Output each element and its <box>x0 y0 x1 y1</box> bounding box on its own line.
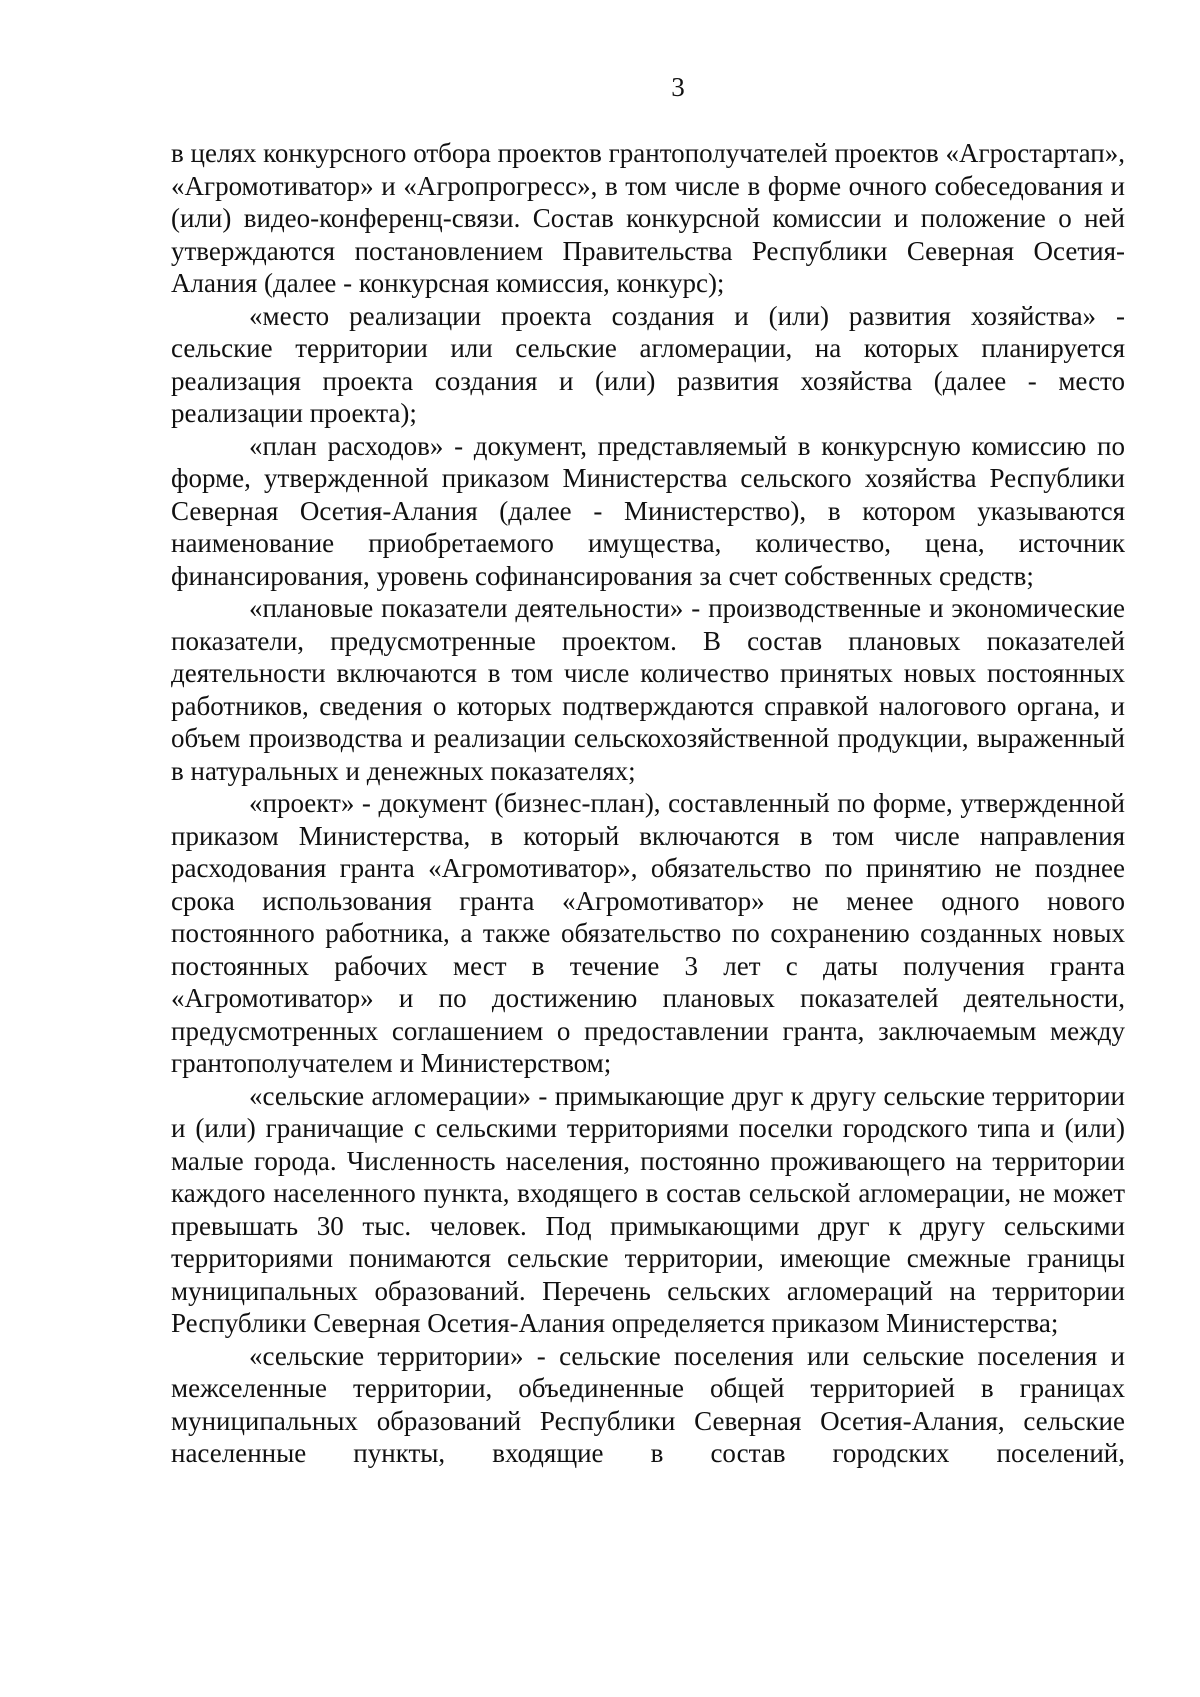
paragraph-planned-indicators: «плановые показатели деятельности» - производственные и экономические показатели, предусмотренные проектом. В состав плановых показателей деятельности включаются в том числе количество принятых новых постоянных работников, сведения о которых подтверждаются справкой налогового органа, и объем производства и реализации сельскохозяйственной продукции, выраженный в натуральных и денежных показателях; <box>171 593 1125 786</box>
paragraph-rural-agglomerations: «сельские агломерации» - примыкающие друг к другу сельские территории и (или) граничащие с сельскими территориями поселки городского типа и (или) малые города. Численность населения, постоянно проживающего на территории каждого населенного пункта, входящего в состав сельской агломерации, не может превышать 30 тыс. человек. Под примыкающими друг к другу сельскими территориями понимаются сельские территории, имеющие смежные границы муниципальных образований. Перечень сельских агломераций на территории Республики Северная Осетия-Алания определяется приказом Министерства; <box>171 1080 1125 1338</box>
document-body <box>171 137 1125 1470</box>
paragraph-expense-plan: «план расходов» - документ, представляемый в конкурсную комиссию по форме, утвержденной приказом Министерства сельского хозяйства Республики Северная Осетия-Алания (далее - Министерство), в котором указываются наименование приобретаемого имущества, количество, цена, источник финансирования, уровень софинансирования за счет собственных средств; <box>171 430 1125 591</box>
paragraph-project: «проект» - документ (бизнес-план), составленный по форме, утвержденной приказом Министерства, в который включаются в том числе направления расходования гранта «Агромотиватор», обязательство по принятию не позднее срока использования гранта «Агромотиватор» не менее одного нового постоянного работника, а также обязательство по сохранению созданных новых постоянных рабочих мест в течение 3 лет с даты получения гранта «Агромотиватор» и по достижению плановых показателей деятельности, предусмотренных соглашением о предоставлении гранта, заключаемым между грантополучателем и Министерством; <box>171 788 1125 1078</box>
page-number: 3 <box>671 72 685 102</box>
paragraph-competition-commission: в целях конкурсного отбора проектов грантополучателей проектов «Агростартап», «Агромотиватор» и «Агропрогресс», в том числе в форме очного собеседования и (или) видео-конференц-связи. Состав конкурсной комиссии и положение о ней утверждаются постановлением Правительства Республики Северная Осетия-Алания (далее - конкурсная комиссия, конкурс); <box>171 138 1125 298</box>
paragraph-project-location: «место реализации проекта создания и (или) развития хозяйства» - сельские территории или сельские агломерации, на которых планируется реализация проекта создания и (или) развития хозяйства (далее - место реализации проекта); <box>171 300 1125 428</box>
paragraph-rural-territories: «сельские территории» - сельские поселения или сельские поселения и межселенные территории, объединенные общей территорией в границах муниципальных образований Республики Северная Осетия-Алания, сельские населенные пункты, входящие в состав городских поселений, <box>171 1340 1125 1468</box>
